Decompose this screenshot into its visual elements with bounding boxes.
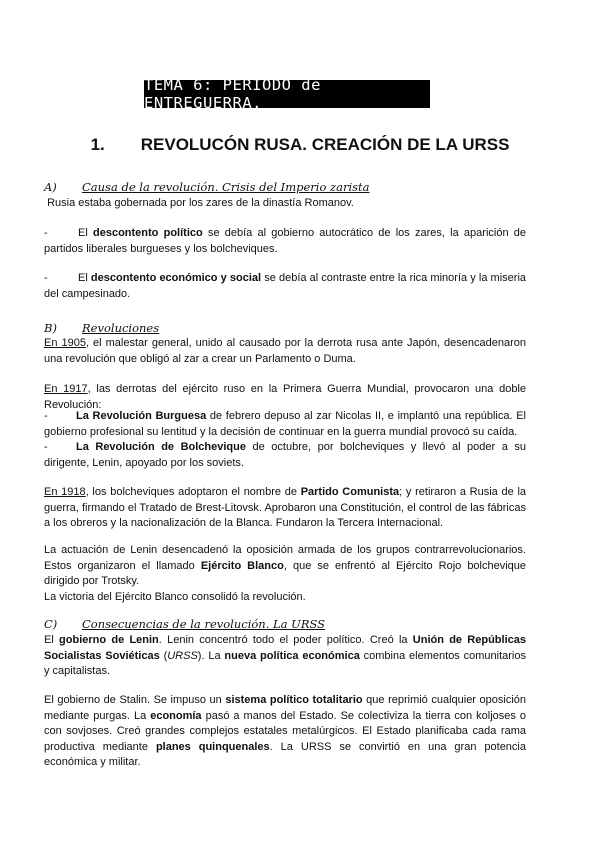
section-a-title: Causa de la revolución. Crisis del Imperio zarista xyxy=(82,180,370,194)
text: ( xyxy=(163,649,168,662)
bold-text: La Revolución de Bolchevique xyxy=(76,441,246,453)
bold-text: economía xyxy=(150,709,202,722)
section-b-letter: B) xyxy=(44,321,57,335)
section-c-p1 xyxy=(44,633,526,680)
text: , las derrotas del ejército ruso en la Primera Guerra Mundial, provocaron una doble Revolución: xyxy=(44,383,527,411)
dash: - xyxy=(44,441,48,453)
text: , el malestar general, unido al causado por la derrota rusa ante Japón, desencadenaron una revolución que obligó al zar a crear un Parlamento o Duma. xyxy=(44,337,526,365)
heading-number: 1. xyxy=(90,135,105,154)
section-a-intro xyxy=(44,196,526,212)
text: ; y retiraron a Rusia de la guerra, firmando el Tratado de Brest-Litovsk. Aprobaron una Constitución, el control de las fábricas a los obreros y la nacionalización de la Blanca. Fundaron la Tercera Internacional. xyxy=(44,486,527,529)
section-c-heading xyxy=(44,617,325,631)
section-b-p2-item-1 xyxy=(44,409,526,440)
heading-text: REVOLUCÓN RUSA. CREACIÓN DE LA URSS xyxy=(140,135,510,154)
section-c-p2 xyxy=(44,693,526,771)
section-a-letter: A) xyxy=(44,180,57,194)
page-title xyxy=(144,76,430,112)
bold-text: sistema político totalitario xyxy=(225,694,363,706)
page-title-text: TEMA 6: PERIODO de ENTREGUERRA. xyxy=(144,76,321,112)
date-text: En 1905 xyxy=(44,337,86,349)
text: . La URSS se convirtió en una gran potencia económica y militar. xyxy=(44,740,526,768)
section-a-heading xyxy=(44,180,370,194)
dash: - xyxy=(44,272,48,284)
date-text: En 1918 xyxy=(44,486,86,498)
section-b-p4 xyxy=(44,543,526,605)
text: se debía al gobierno autocrático de los zares, la aparición de partidos liberales burgueses y los bolcheviques. xyxy=(44,227,527,255)
bold-text: nueva política económica xyxy=(224,649,360,662)
intro-text: Rusia estaba gobernada por los zares de la dinastía Romanov. xyxy=(47,197,354,209)
main-heading xyxy=(0,135,600,155)
text: El xyxy=(78,227,88,239)
text: , los bolcheviques adoptaron el nombre de xyxy=(85,486,297,498)
text: . Lenin concentró todo el poder político. Creó la xyxy=(158,634,408,646)
bold-text: Ejército Blanco xyxy=(200,559,284,572)
text: , que se enfrentó al Ejército Rojo bolchevique dirigido por Trotsky. xyxy=(44,559,527,587)
text: La victoria del Ejército Blanco consolidó la revolución. xyxy=(44,590,306,603)
section-b-p3 xyxy=(44,485,526,532)
bold-text: descontento económico y social xyxy=(90,272,262,284)
section-b-heading xyxy=(44,321,159,335)
bold-text: Unión de Repúblicas Socialistas Soviéticas xyxy=(44,634,526,662)
bold-text: gobierno de Lenin xyxy=(59,634,159,646)
bold-text: La Revolución Burguesa xyxy=(76,410,207,422)
section-b-title: Revoluciones xyxy=(82,321,160,335)
text: El gobierno de Stalin. Se impuso un xyxy=(44,694,222,706)
section-c-title: Consecuencias de la revolución. La URSS xyxy=(82,617,326,631)
bold-text: planes quinquenales xyxy=(155,740,270,753)
section-b-p2-item-2 xyxy=(44,440,526,471)
text: de febrero depuso al zar Nicolas II, e implantó una república. El gobierno profesional su lentitud y la decisión de continuar en la guerra mundial provocó su caída. xyxy=(44,410,526,438)
text: La actuación de Lenin desencadenó la oposición armada de los grupos contrarrevolucionarios. Estos organizaron el llamado xyxy=(44,544,526,572)
dash: - xyxy=(44,227,48,239)
text: ). La xyxy=(197,649,221,662)
section-a-item-1 xyxy=(44,226,526,257)
text: El xyxy=(78,272,88,284)
section-b-p1 xyxy=(44,336,526,367)
text: pasó a manos del Estado. Se colectiviza la tierra con koljoses o con sovjoses. Creó grandes complejos estatales metalúrgicos. El Estado planificaba cada rama productiva mediante xyxy=(44,709,527,753)
text: de octubre, por bolcheviques y llevó al poder a su dirigente, Lenin, apoyado por los soviets. xyxy=(44,441,526,469)
text: se debía al contraste entre la rica minoría y la miseria del campesinado. xyxy=(44,272,527,300)
section-a-item-2 xyxy=(44,271,526,302)
italic-text: URSS xyxy=(167,649,198,662)
bold-text: Partido Comunista xyxy=(300,486,400,498)
text: combina elementos comunitarios y capitalistas. xyxy=(44,649,526,677)
dash: - xyxy=(44,410,48,422)
text: que reprimió cualquier oposición mediante purgas. La xyxy=(44,694,526,722)
section-c-letter: C) xyxy=(44,617,58,631)
bold-text: descontento político xyxy=(93,227,203,239)
text: El xyxy=(44,634,54,646)
date-text: En 1917 xyxy=(44,383,88,395)
